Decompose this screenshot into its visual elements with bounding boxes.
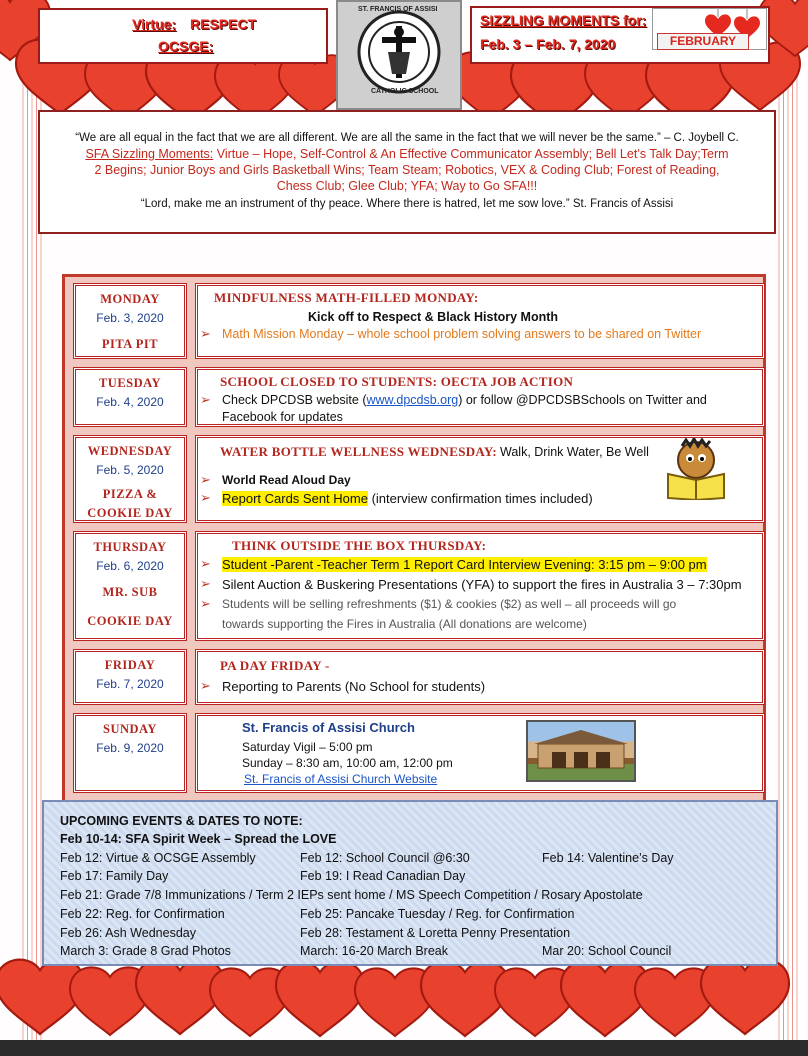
item-suffix: ) or follow @DPCDSBSchools on Twitter and	[458, 393, 707, 407]
day-lunch: PITA PIT	[101, 337, 159, 351]
virtue-label: Virtue:	[132, 16, 177, 32]
day-lunch-line-2: COOKIE DAY	[87, 614, 173, 628]
event-item: Feb 25: Pancake Tuesday / Reg. for Confirmation	[300, 907, 575, 921]
ocsge-label: OCSGE:	[158, 38, 214, 54]
content-cell-monday	[195, 283, 765, 359]
bullet-arrow-icon: ➢	[200, 576, 211, 591]
day-date: Feb. 3, 2020	[96, 311, 164, 325]
day-date: Feb. 5, 2020	[96, 463, 164, 477]
church-photo	[526, 720, 636, 782]
day-date: Feb. 7, 2020	[96, 677, 164, 691]
content-cell-sunday	[195, 713, 765, 793]
events-title: UPCOMING EVENTS & DATES TO NOTE:	[60, 814, 303, 828]
event-item: Feb 26: Ash Wednesday	[60, 926, 196, 940]
schedule-row-sunday	[71, 713, 761, 793]
reading-child-icon	[660, 438, 732, 500]
day-item: Students will be selling refreshments ($1) & cookies ($2) as well – all proceeds will go	[222, 597, 677, 611]
day-theme-tail: Walk, Drink Water, Be Well	[500, 445, 649, 459]
bullet-arrow-icon: ➢	[200, 596, 211, 611]
event-item: Feb 19: I Read Canadian Day	[300, 869, 466, 883]
event-item: Feb 12: School Council @6:30	[300, 851, 470, 865]
bottom-bar	[0, 1040, 808, 1056]
day-cell-monday	[73, 283, 187, 359]
day-lunch-line-1: PIZZA &	[102, 487, 158, 501]
day-date: Feb. 4, 2020	[96, 395, 164, 409]
event-item: Feb 12: Virtue & OCSGE Assembly	[60, 851, 256, 865]
bullet-arrow-icon: ➢	[200, 678, 211, 693]
bullet-arrow-icon: ➢	[200, 472, 211, 487]
day-theme: SCHOOL CLOSED TO STUDENTS: OECTA JOB ACTION	[220, 374, 574, 389]
content-cell-friday	[195, 649, 765, 705]
day-lunch-line-2: COOKIE DAY	[87, 506, 173, 520]
schedule-row-tuesday	[71, 367, 761, 427]
mass-time-saturday: Saturday Vigil – 5:00 pm	[242, 740, 373, 754]
sizzling-summary-line-3: Chess Club; Glee Club; YFA; Way to Go SFA!!!	[276, 179, 538, 193]
event-item: Feb 21: Grade 7/8 Immunizations / Term 2 IEPs sent home / MS Speech Competition / Rosary Apostolate	[60, 888, 643, 902]
schedule-row-wednesday	[71, 435, 761, 523]
bullet-arrow-icon: ➢	[200, 326, 211, 341]
sizzling-label: SIZZLING MOMENTS for:	[480, 12, 647, 28]
church-name: St. Francis of Assisi Church	[242, 720, 415, 735]
day-lunch-line-1: MR. SUB	[102, 585, 158, 599]
day-cell-friday	[73, 649, 187, 705]
event-item: Feb 17: Family Day	[60, 869, 169, 883]
right-border-stripes	[778, 0, 800, 1040]
schedule-row-friday	[71, 649, 761, 705]
virtue-box	[38, 8, 328, 64]
day-item-continued: Facebook for updates	[222, 410, 343, 424]
event-item: Feb 14: Valentine’s Day	[542, 851, 674, 865]
bullet-arrow-icon: ➢	[200, 392, 211, 407]
month-badge: FEBRUARY	[657, 33, 749, 50]
bullet-arrow-icon: ➢	[200, 490, 211, 505]
logo-text-bottom: CATHOLIC SCHOOL	[371, 88, 439, 95]
day-item: Math Mission Monday – whole school problem solving answers to be shared on Twitter	[222, 327, 702, 341]
day-date: Feb. 9, 2020	[96, 741, 164, 755]
february-badge	[652, 8, 767, 50]
virtue-value: RESPECT	[190, 16, 257, 32]
day-item	[222, 491, 593, 506]
day-cell-wednesday	[73, 435, 187, 523]
event-item: Mar 20: School Council	[542, 944, 672, 958]
day-theme: MINDFULNESS MATH-FILLED MONDAY:	[214, 290, 479, 305]
church-website-link[interactable]: St. Francis of Assisi Church Website	[244, 772, 438, 786]
mass-time-sunday: Sunday – 8:30 am, 10:00 am, 12:00 pm	[242, 756, 453, 770]
schedule-row-monday	[71, 283, 761, 359]
event-item: Feb 28: Testament & Loretta Penny Presentation	[300, 926, 571, 940]
day-theme: PA DAY FRIDAY -	[220, 658, 330, 673]
day-name: FRIDAY	[104, 658, 156, 672]
day-name: WEDNESDAY	[87, 444, 173, 458]
day-headline: Kick off to Respect & Black History Month	[308, 310, 559, 324]
content-cell-thursday	[195, 531, 765, 641]
day-name: TUESDAY	[98, 376, 162, 390]
day-item: Reporting to Parents (No School for students)	[222, 679, 486, 694]
day-item	[222, 393, 707, 407]
sizzling-summary-line-1: Virtue – Hope, Self-Control & An Effective Communicator Assembly; Bell Let’s Talk Day;Term	[213, 147, 729, 161]
bullet-arrow-icon: ➢	[200, 556, 211, 571]
event-item: Feb 10-14: SFA Spirit Week – Spread the LOVE	[60, 832, 337, 846]
item-rest: (interview confirmation times included)	[367, 491, 593, 506]
event-item: Feb 22: Reg. for Confirmation	[60, 907, 225, 921]
day-theme: WATER BOTTLE WELLNESS WEDNESDAY:	[220, 444, 498, 459]
day-cell-tuesday	[73, 367, 187, 427]
day-item: World Read Aloud Day	[222, 473, 351, 487]
highlighted-text: Student -Parent -Teacher Term 1 Report Card Interview Evening: 3:15 pm – 9:00 pm	[222, 557, 707, 572]
weekly-schedule	[62, 274, 766, 804]
quote-box	[38, 110, 776, 234]
dpcdsb-website-link[interactable]: www.dpcdsb.org	[366, 393, 459, 407]
content-cell-wednesday	[195, 435, 765, 523]
day-cell-sunday	[73, 713, 187, 793]
upcoming-events	[42, 800, 778, 966]
opening-quote: “We are all equal in the fact that we are all different. We are all the same in the fact that we will never be the same.” – C. Joybell C.	[75, 132, 739, 144]
day-item: Silent Auction & Buskering Presentations (YFA) to support the fires in Australia 3 – 7:30pm	[222, 577, 742, 592]
day-name: THURSDAY	[93, 540, 167, 554]
sizzling-moments-summary	[40, 146, 774, 194]
logo-text-top: ST. FRANCIS OF ASSISI	[358, 6, 438, 13]
sizzling-summary-label: SFA Sizzling Moments:	[85, 147, 214, 161]
schedule-row-thursday	[71, 531, 761, 641]
event-item: March: 16-20 March Break	[300, 944, 448, 958]
highlighted-text: Report Cards Sent Home	[222, 491, 368, 506]
day-item	[222, 557, 707, 572]
sizzling-summary-line-2: 2 Begins; Junior Boys and Girls Basketball Wins; Team Steam; Robotics, VEX & Coding Club; Forest of Reading,	[94, 163, 720, 177]
day-theme: THINK OUTSIDE THE BOX THURSDAY:	[232, 538, 487, 553]
content-cell-tuesday	[195, 367, 765, 427]
event-item: March 3: Grade 8 Grad Photos	[60, 944, 231, 958]
church-building-icon	[528, 722, 634, 780]
day-name: MONDAY	[100, 292, 160, 306]
school-logo	[336, 0, 462, 110]
item-prefix: Check DPCDSB website (	[222, 393, 367, 407]
sizzling-dates: Feb. 3 – Feb. 7, 2020	[480, 36, 616, 52]
day-date: Feb. 6, 2020	[96, 559, 164, 573]
day-name: SUNDAY	[103, 722, 157, 736]
day-cell-thursday	[73, 531, 187, 641]
prayer-quote: “Lord, make me an instrument of thy peace. Where there is hatred, let me sow love.” St. Francis of Assisi	[140, 198, 674, 210]
day-item-continued: towards supporting the Fires in Australia (All donations are welcome)	[222, 617, 587, 631]
